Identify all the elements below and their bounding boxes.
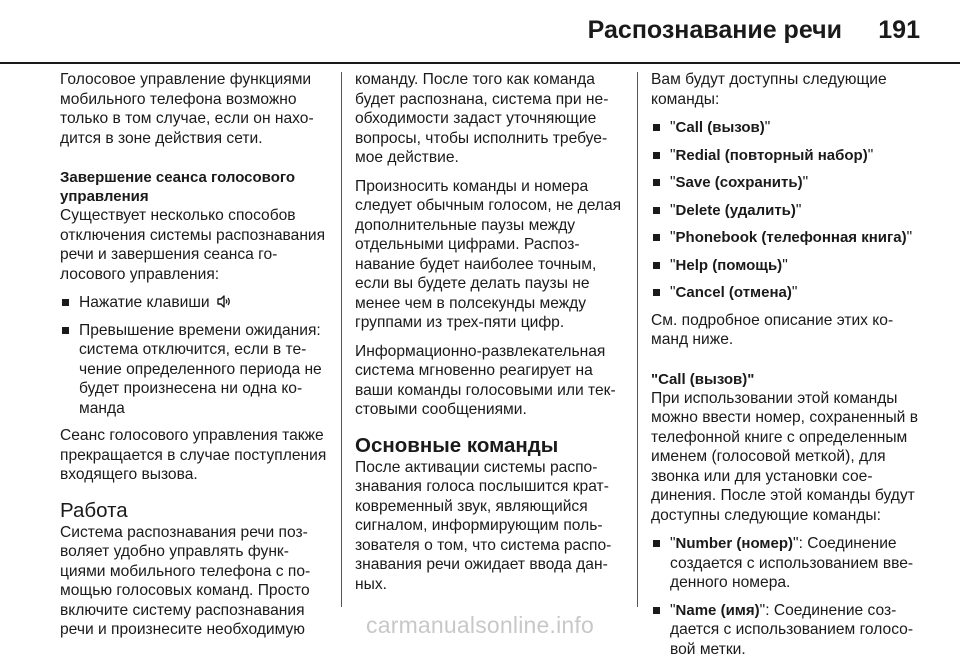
paragraph-response: Информационно-развлекательная система мгновенно реагирует на ваши команды голосовыми или текстовыми сообщениями. bbox=[355, 342, 616, 418]
watermark-text: carmanualsonline.info bbox=[366, 612, 594, 638]
see-below-paragraph: См. подробное описание этих команд ниже. bbox=[651, 311, 894, 348]
intro-paragraph: Голосовое управление функциями мобильного телефона возможно только в том случае, если он находится в зоне действия сети. bbox=[60, 71, 314, 147]
command-label: Help (помощь) bbox=[675, 256, 783, 274]
page-header bbox=[0, 0, 960, 62]
list-item bbox=[60, 293, 328, 313]
command-label: Phonebook (телефонная книга) bbox=[675, 229, 907, 246]
subcommand-description: : Соединение создается с использованием голосовой метки. bbox=[670, 601, 914, 658]
header-rule bbox=[0, 62, 960, 64]
list-item: "Delete (удалить)" bbox=[651, 201, 919, 221]
commands-list bbox=[651, 118, 919, 303]
paragraph-pronunciation: Произносить команды и номера следует обычным голосом, не делая дополнительные паузы между отдельными цифрами. Распознавание будет наиболее точным, если вы будете делать паузы не менее чем в полсекунды между группами из трех-пяти цифр. bbox=[355, 177, 622, 331]
work-paragraph: Система распознавания речи позволяет удобно управлять функциями мобильного телефона с помощью голосовых команд. Просто включите систему распознавания речи и произнесите необходимую bbox=[60, 523, 311, 638]
column-divider-2 bbox=[637, 72, 638, 607]
call-command-paragraph: При использовании этой команды можно ввести номер, сохраненный в телефонной книге с определенным именем (голосовой меткой), для звонка или для установки соединения. После этой команды будут доступны следующие команды: bbox=[651, 389, 918, 524]
call-command-heading: "Call (вызов)" bbox=[651, 370, 755, 388]
commands-intro: Вам будут доступны следующие команды: bbox=[651, 71, 887, 108]
list-item: "Phonebook (телефонная книга)" bbox=[651, 228, 919, 248]
work-heading: Работа bbox=[60, 498, 128, 522]
list-item: "Redial (повторный набор)" bbox=[651, 146, 919, 166]
list-item: "Save (сохранить)" bbox=[651, 173, 919, 193]
subcommand-label: Name (имя) bbox=[675, 601, 760, 619]
speaker-voice-icon bbox=[217, 295, 231, 308]
list-item: Превышение времени ожидания: система отключится, если в течение определенного периода не будет произнесена ни одна команда bbox=[60, 321, 328, 419]
call-subcommands-list bbox=[651, 534, 919, 659]
command-label: Delete (удалить) bbox=[675, 201, 796, 219]
command-label: Cancel (отмена) bbox=[675, 284, 792, 301]
subcommand-label: Number (номер) bbox=[675, 535, 794, 552]
command-label: Save (сохранить) bbox=[675, 174, 803, 191]
column-1 bbox=[60, 70, 328, 649]
list-item: "Name (имя)": Соединение создается с использованием голосовой метки. bbox=[651, 601, 919, 660]
end-session-heading: Завершение сеанса голосового управления bbox=[60, 169, 296, 205]
command-label: Call (вызов) bbox=[675, 119, 765, 136]
column-3 bbox=[651, 70, 919, 667]
command-label: Redial (повторный набор) bbox=[675, 146, 868, 164]
column-divider-1 bbox=[341, 72, 342, 607]
basic-commands-heading: Основные команды bbox=[355, 433, 559, 457]
end-session-paragraph: Существует несколько способов отключения системы распознавания речи и завершения сеанса голосового управления: bbox=[60, 207, 326, 283]
list-item: "Cancel (отмена)" bbox=[651, 283, 919, 303]
list-item: "Call (вызов)" bbox=[651, 118, 919, 138]
column-2 bbox=[355, 70, 623, 603]
list-item: "Help (помощь)" bbox=[651, 256, 919, 276]
subcommand-description: : Соединение создается с использованием введенного номера. bbox=[670, 535, 914, 591]
page-title: Распознавание речи bbox=[587, 16, 842, 44]
end-session-list bbox=[60, 293, 328, 418]
paragraph-continuation: команду. После того как команда будет распознана, система при необходимости задаст уточняющие вопросы, чтобы исполнить требуемое действие. bbox=[355, 71, 609, 166]
session-end-paragraph: Сеанс голосового управления также прекращается в случае поступления входящего вызова. bbox=[60, 427, 327, 483]
paragraph-activation: После активации системы распознавания голоса послышится кратковременный звук, являющийся сигналом, информирующим пользователя о том, что система распознавания речи ожидает ввода данных. bbox=[355, 458, 612, 593]
list-item: "Number (номер)": Соединение создается с использованием введенного номера. bbox=[651, 534, 919, 593]
list-item-text: Нажатие клавиши bbox=[79, 294, 210, 311]
page-number: 191 bbox=[878, 16, 920, 44]
